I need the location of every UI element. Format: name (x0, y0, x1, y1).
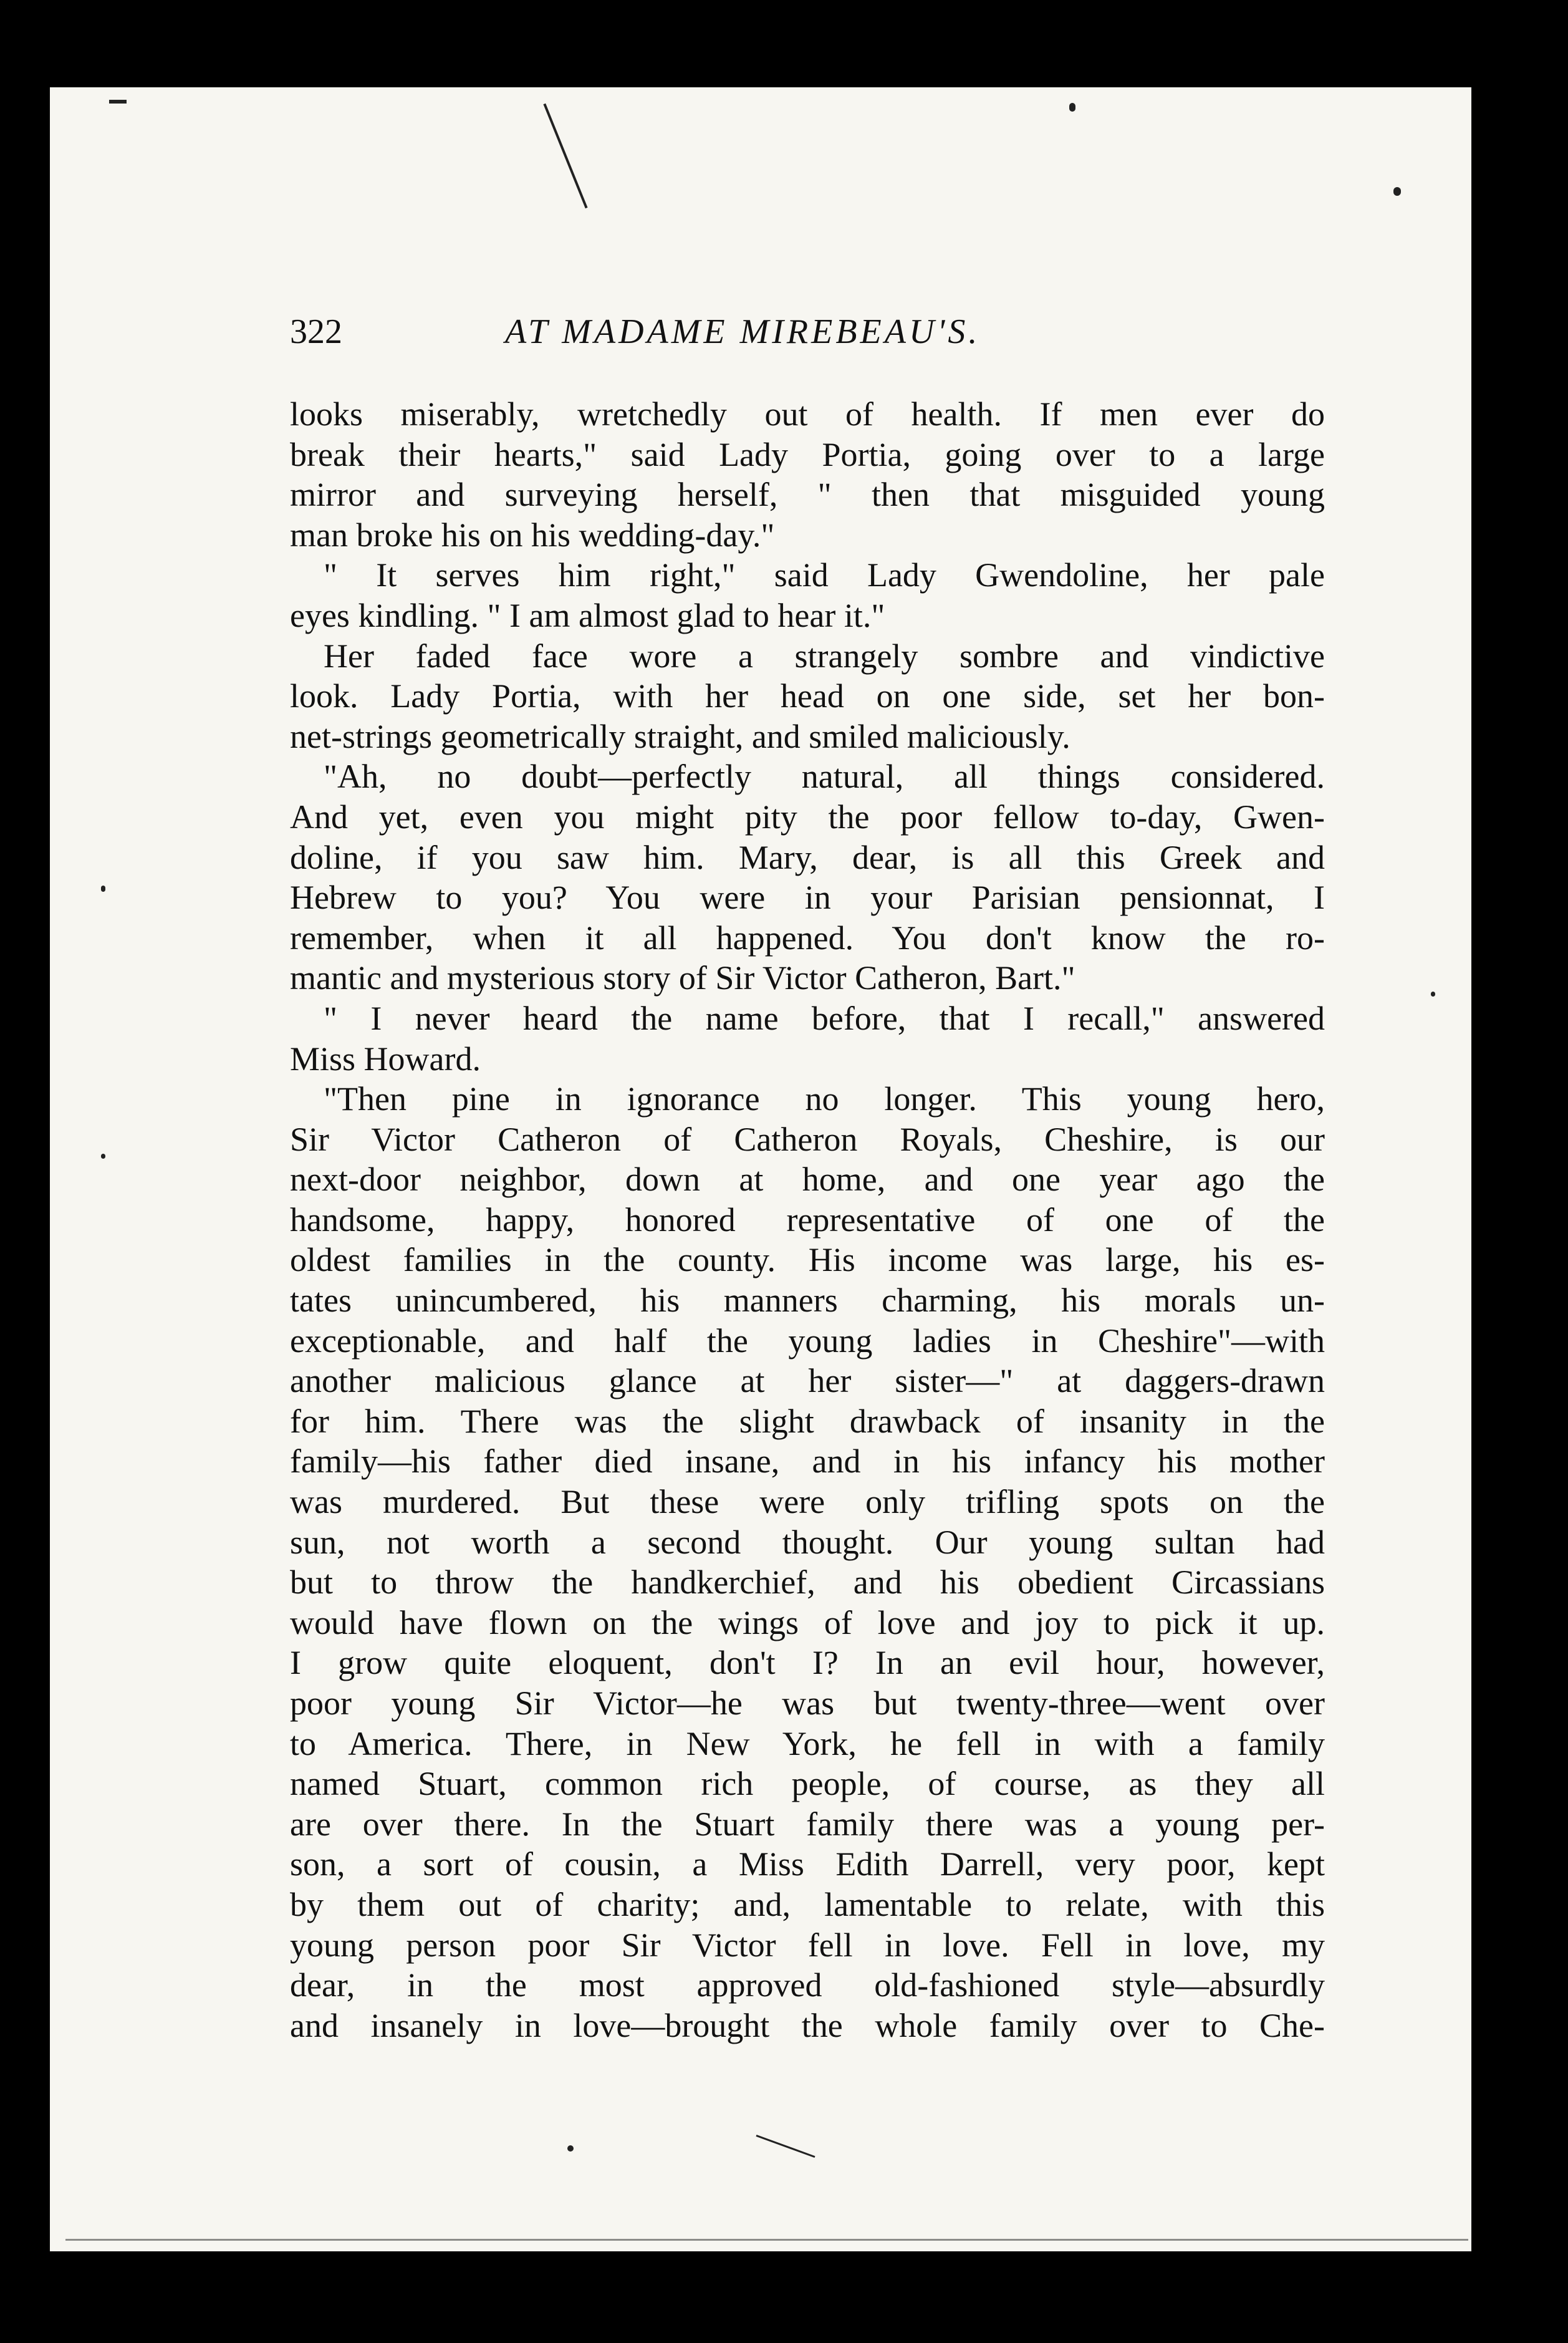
text-line: remember, when it all happened. You don't know the ro- (290, 919, 1325, 957)
running-title: AT MADAME MIREBEAU'S. (505, 312, 981, 351)
scan-mark (101, 886, 105, 892)
text-line: would have flown on the wings of love and joy to pick it up. (290, 1603, 1325, 1641)
scan-mark (65, 2239, 1468, 2241)
text-line: but to throw the handkerchief, and his obedient Circassians (290, 1563, 1325, 1601)
text-line: net-strings geometrically straight, and smiled maliciously. (290, 717, 1070, 755)
page-number: 322 (290, 312, 342, 351)
text-line: for him. There was the slight drawback of insanity in the (290, 1402, 1325, 1440)
text-line: are over there. In the Stuart family there was a young per- (290, 1805, 1325, 1843)
text-line: Miss Howard. (290, 1040, 481, 1078)
text-line: sun, not worth a second thought. Our young sultan had (290, 1523, 1325, 1561)
text-line: oldest families in the county. His income was large, his es- (290, 1241, 1325, 1279)
scan-mark (567, 2145, 574, 2152)
text-line: exceptionable, and half the young ladies in Cheshire"—with (290, 1321, 1325, 1360)
text-line: mantic and mysterious story of Sir Victor Catheron, Bart." (290, 959, 1075, 997)
text-line: family—his father died insane, and in his infancy his mother (290, 1442, 1325, 1481)
text-line: "Ah, no doubt—perfectly natural, all things considered. (324, 758, 1325, 796)
text-line: was murdered. But these were only trifling spots on the (290, 1483, 1325, 1521)
text-line: poor young Sir Victor—he was but twenty-three—went over (290, 1684, 1325, 1722)
text-line: eyes kindling. " I am almost glad to hear it." (290, 596, 885, 634)
scan-mark (109, 100, 127, 104)
text-line: mirror and surveying herself, " then that misguided young (290, 476, 1325, 514)
text-line: by them out of charity; and, lamentable to relate, with this (290, 1885, 1325, 1923)
text-line: man broke his on his wedding-day." (290, 516, 775, 554)
text-line: And yet, even you might pity the poor fellow to-day, Gwen- (290, 798, 1325, 836)
text-line: break their hearts," said Lady Portia, going over to a large (290, 435, 1325, 473)
text-line: " I never heard the name before, that I recall," answered (324, 999, 1325, 1037)
text-line: young person poor Sir Victor fell in love. Fell in love, my (290, 1926, 1325, 1964)
text-line: doline, if you saw him. Mary, dear, is all this Greek and (290, 838, 1325, 876)
scan-mark (1431, 992, 1435, 997)
text-line: Hebrew to you? You were in your Parisian pensionnat, I (290, 879, 1325, 917)
text-line: dear, in the most approved old-fashioned style—absurdly (290, 1966, 1325, 2004)
text-line: look. Lady Portia, with her head on one side, set her bon- (290, 677, 1325, 715)
text-line: and insanely in love—brought the whole family over to Che- (290, 2006, 1325, 2044)
text-line: Her faded face wore a strangely sombre and vindictive (324, 637, 1325, 675)
body-text (290, 394, 1325, 2046)
text-line: next-door neighbor, down at home, and one year ago the (290, 1161, 1325, 1199)
scan-mark (101, 1154, 105, 1159)
scan-mark (1069, 103, 1075, 112)
running-header (290, 312, 1337, 362)
scan-mark (1393, 187, 1401, 196)
book-spine-shadow (1471, 75, 1503, 2270)
text-line: handsome, happy, honored representative of one of the (290, 1200, 1325, 1239)
text-line: named Stuart, common rich people, of course, as they all (290, 1765, 1325, 1803)
text-line: I grow quite eloquent, don't I? In an evil hour, however, (290, 1644, 1325, 1682)
text-line: son, a sort of cousin, a Miss Edith Darrell, very poor, kept (290, 1845, 1325, 1883)
text-line: " It serves him right," said Lady Gwendoline, her pale (324, 556, 1325, 594)
text-line: Sir Victor Catheron of Catheron Royals, Cheshire, is our (290, 1120, 1325, 1158)
text-line: "Then pine in ignorance no longer. This young hero, (324, 1080, 1325, 1118)
text-line: another malicious glance at her sister—" at daggers-drawn (290, 1362, 1325, 1400)
text-line: to America. There, in New York, he fell in with a family (290, 1724, 1325, 1762)
text-line: tates unincumbered, his manners charming, his morals un- (290, 1282, 1325, 1320)
text-line: looks miserably, wretchedly out of health. If men ever do (290, 395, 1325, 433)
